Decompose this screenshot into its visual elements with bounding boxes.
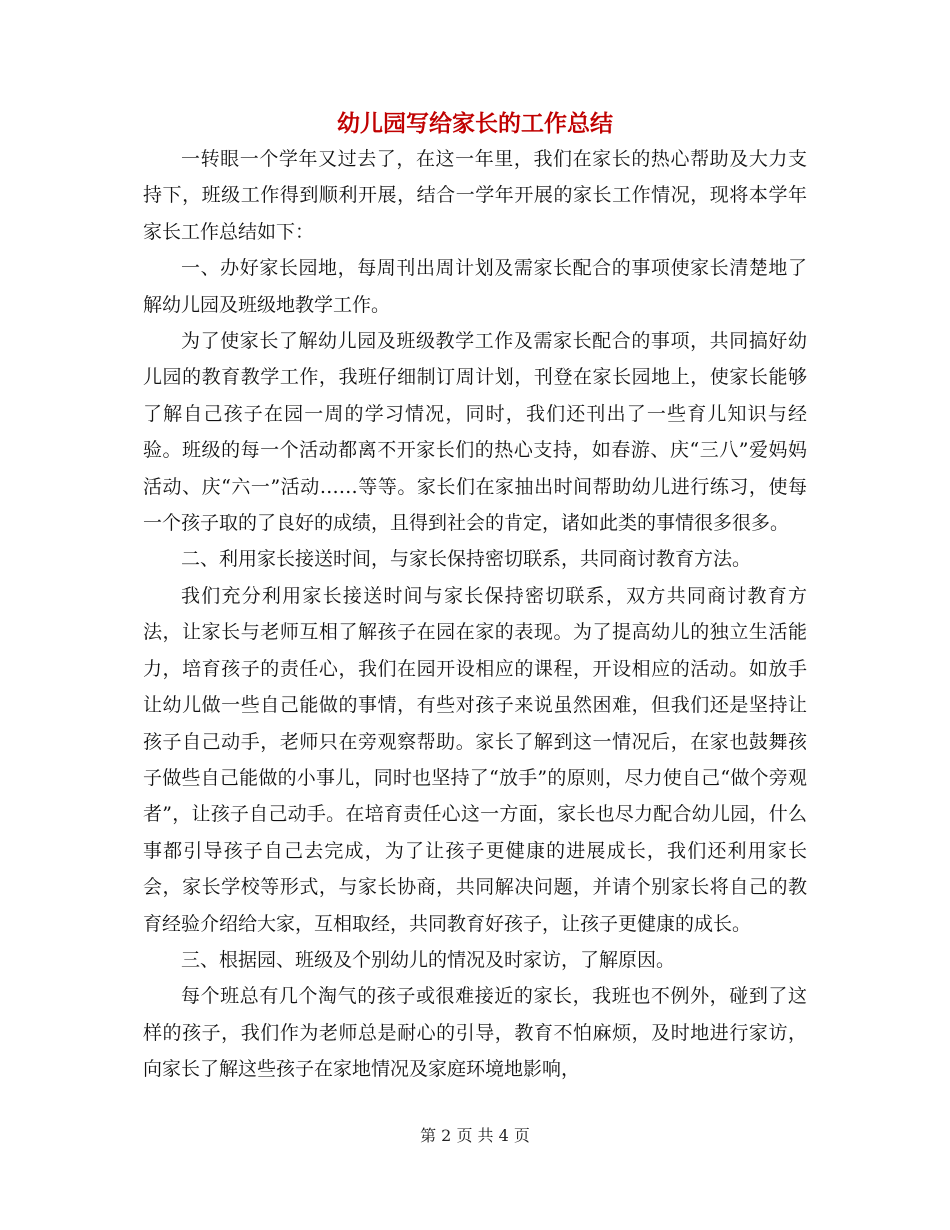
document-body — [143, 141, 807, 1088]
paragraph-section-3-body: 每个班总有几个淘气的孩子或很难接近的家长，我班也不例外，碰到了这样的孩子，我们作为老师总是耐心的引导，教育不怕麻烦，及时地进行家访，向家长了解这些孩子在家地情况及家庭环境地影响， — [143, 985, 807, 1081]
paragraph-section-3-heading: 三、根据园、班级及个别幼儿的情况及时家访，了解原因。 — [181, 948, 676, 971]
paragraph-section-1-body: 为了使家长了解幼儿园及班级教学工作及需家长配合的事项，共同搞好幼儿园的教育教学工作，我班仔细制订周计划，刊登在家长园地上，使家长能够了解自己孩子在园一周的学习情况，同时，我们还刊出了一些育儿知识与经验。班级的每一个活动都离不开家长们的热心支持，如春游、庆“三八”爱妈妈活动、庆“六一”活动……等等。家长们在家抽出时间帮助幼儿进行练习，使每一个孩子取的了良好的成绩，且得到社会的肯定，诸如此类的事情很多很多。 — [143, 330, 807, 535]
paragraph-intro: 一转眼一个学年又过去了，在这一年里，我们在家长的热心帮助及大力支持下，班级工作得到顺利开展，结合一学年开展的家长工作情况，现将本学年家长工作总结如下： — [143, 148, 807, 243]
paragraph-section-2-heading: 二、利用家长接送时间，与家长保持密切联系，共同商讨教育方法。 — [181, 548, 752, 571]
paragraph-section-2-body: 我们充分利用家长接送时间与家长保持密切联系，双方共同商讨教育方法，让家长与老师互相了解孩子在园在家的表现。为了提高幼儿的独立生活能力，培育孩子的责任心，我们在园开设相应的课程，开设相应的活动。如放手让幼儿做一些自己能做的事情，有些对孩子来说虽然困难，但我们还是坚持让孩子自己动手，老师只在旁观察帮助。家长了解到这一情况后，在家也鼓舞孩子做些自己能做的小事儿，同时也坚持了“放手”的原则，尽力使自己“做个旁观者”，让孩子自己动手。在培育责任心这一方面，家长也尽力配合幼儿园，什么事都引导孩子自己去完成，为了让孩子更健康的进展成长，我们还利用家长会，家长学校等形式，与家长协商，共同解决问题，并请个别家长将自己的教育经验介绍给大家，互相取经，共同教育好孩子，让孩子更健康的成长。 — [143, 584, 807, 935]
page-number-footer: 第 2 页 共 4 页 — [420, 1126, 530, 1145]
document-title: 幼儿园写给家长的工作总结 — [337, 110, 613, 137]
paragraph-section-1-heading: 一、办好家长园地，每周刊出周计划及需家长配合的事项使家长清楚地了解幼儿园及班级地教学工作。 — [143, 257, 807, 316]
